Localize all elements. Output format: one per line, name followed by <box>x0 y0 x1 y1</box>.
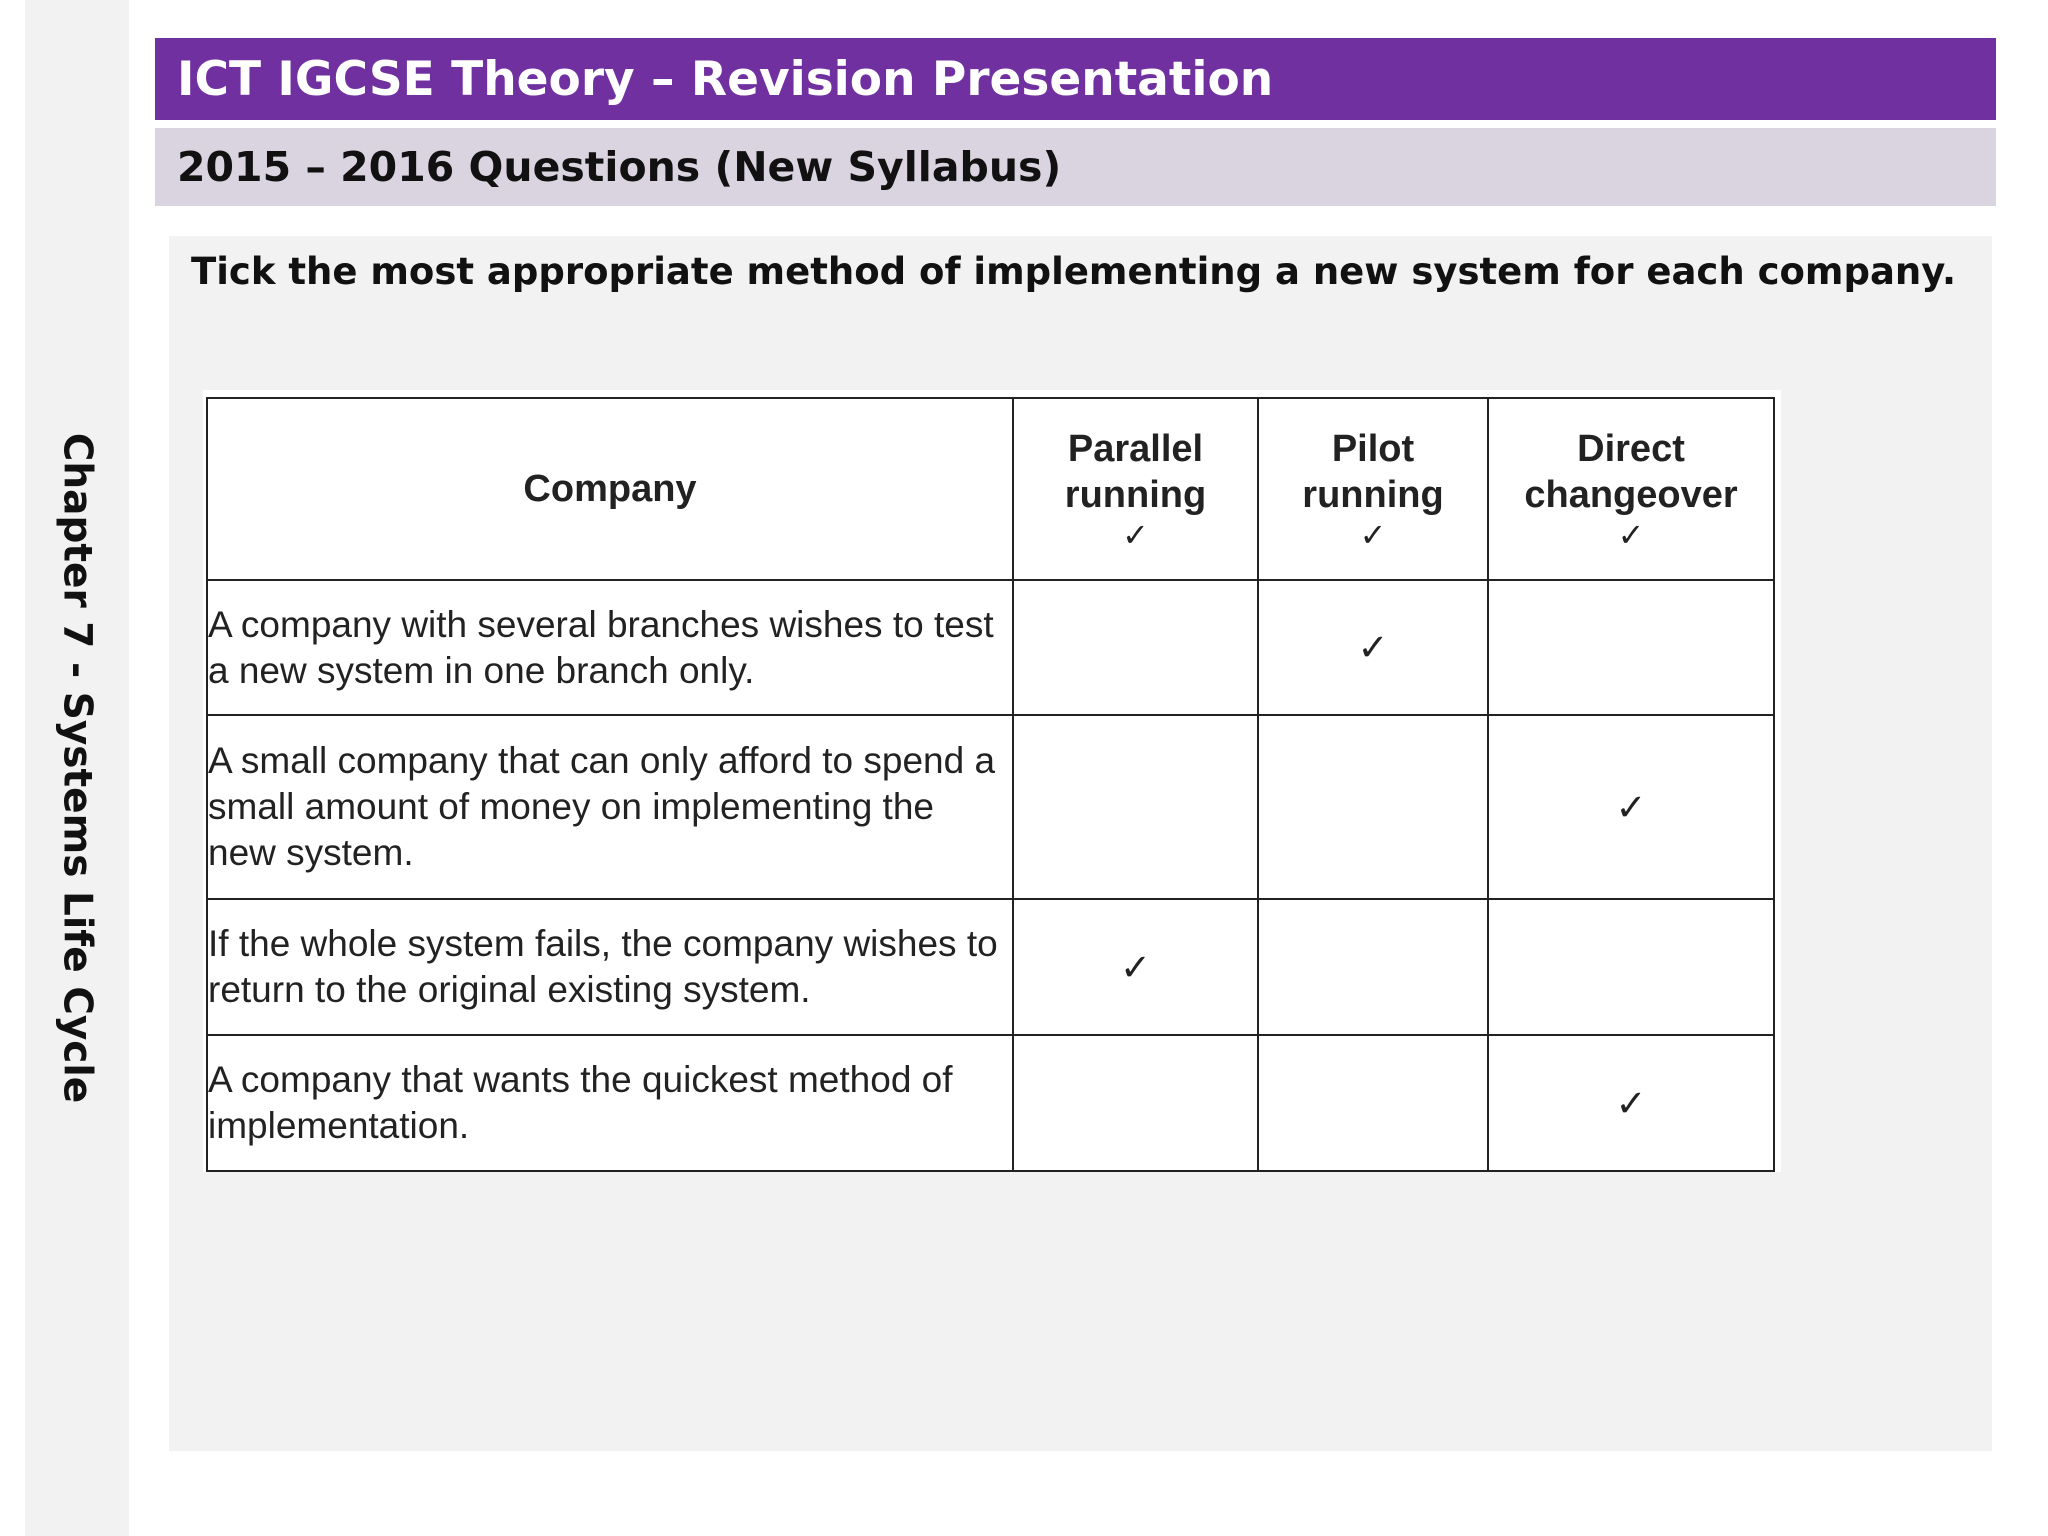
chapter-label: Chapter 7 - Systems Life Cycle <box>54 432 100 1104</box>
answer-table-wrap <box>203 390 1781 1172</box>
tick-cell[interactable] <box>1013 580 1258 715</box>
row-description: If the whole system fails, the company wishes to return to the original existing system. <box>207 899 1013 1035</box>
row-description: A company with several branches wishes to test a new system in one branch only. <box>207 580 1013 715</box>
slide-title: ICT IGCSE Theory – Revision Presentation <box>177 51 1274 107</box>
slide-subtitle: 2015 – 2016 Questions (New Syllabus) <box>177 143 1062 191</box>
table-row <box>207 899 1774 1035</box>
tick-cell[interactable] <box>1013 715 1258 899</box>
column-header-parallel <box>1013 398 1258 580</box>
table-row <box>207 715 1774 899</box>
subtitle-bar <box>155 128 1996 206</box>
column-header-direct <box>1488 398 1774 580</box>
row-description: A company that wants the quickest method of implementation. <box>207 1035 1013 1171</box>
tick-cell[interactable] <box>1258 899 1488 1035</box>
column-header-label: Parallel <box>1067 428 1204 470</box>
tick-cell[interactable]: ✓ <box>1488 715 1774 899</box>
row-description: A small company that can only afford to spend a small amount of money on implementing the new system. <box>207 715 1013 899</box>
table-row <box>207 580 1774 715</box>
answer-table <box>206 397 1775 1172</box>
tick-icon: ✓ <box>1617 517 1645 553</box>
tick-cell[interactable] <box>1488 899 1774 1035</box>
column-header-label: Direct <box>1577 428 1685 470</box>
column-header-pilot <box>1258 398 1488 580</box>
tick-cell[interactable]: ✓ <box>1013 899 1258 1035</box>
tick-cell[interactable]: ✓ <box>1488 1035 1774 1171</box>
column-header-label: running <box>1064 474 1207 516</box>
tick-cell[interactable] <box>1258 715 1488 899</box>
table-row <box>207 1035 1774 1171</box>
tick-cell[interactable] <box>1013 1035 1258 1171</box>
tick-cell[interactable]: ✓ <box>1258 580 1488 715</box>
table-header-row <box>207 398 1774 580</box>
company-header: Company <box>207 398 1013 580</box>
question-text: Tick the most appropriate method of implementing a new system for each company. <box>191 250 1957 293</box>
tick-cell[interactable] <box>1488 580 1774 715</box>
column-header-label: running <box>1302 474 1444 516</box>
title-bar <box>155 38 1996 120</box>
column-header-label: Pilot <box>1331 428 1415 470</box>
tick-cell[interactable] <box>1258 1035 1488 1171</box>
column-header-label: changeover <box>1524 474 1738 516</box>
tick-icon: ✓ <box>1359 517 1387 553</box>
tick-icon: ✓ <box>1122 517 1149 553</box>
